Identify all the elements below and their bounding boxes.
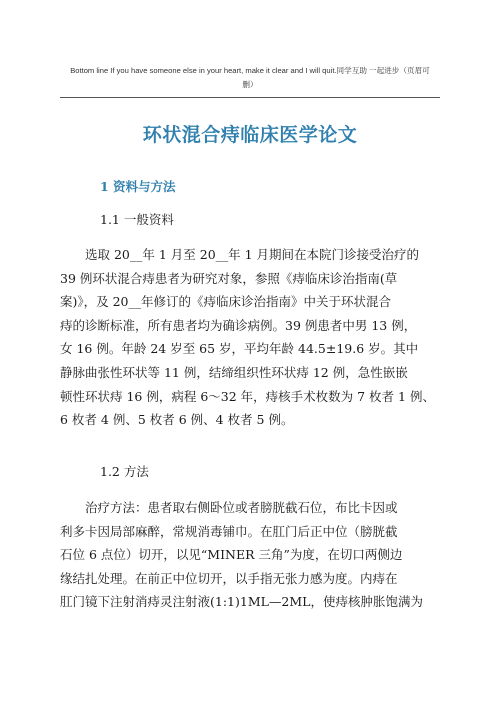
paragraph-line: 肛门镜下注射消痔灵注射液(1:1)1ML—2ML，使痔核肿胀饱满为: [60, 594, 423, 610]
paragraph-line: 女 16 例。年龄 24 岁至 65 岁，平均年龄 44.5±19.6 岁。其中: [60, 341, 419, 357]
paragraph-line: 治疗方法：患者取右侧卧位或者膀胱截石位，布比卡因或: [60, 500, 398, 515]
subsection-heading-methods: 1.2 方法: [100, 464, 149, 479]
page-header-note: [60, 64, 440, 92]
paragraph-line: 案)》，及 20__年修订的《痔临床诊治指南》中关于环状混合: [60, 294, 392, 310]
paragraph-line: 石位 6 点位）切开，以见“MINER 三角”为度，在切口两侧边: [60, 547, 403, 563]
paragraph-line: 39 例环状混合痔患者为研究对象，参照《痔临床诊治指南(草: [60, 270, 398, 286]
subsection-heading-general-data: 1.1 一般资料: [100, 212, 174, 227]
paragraph-line: 痔的诊断标准，所有患者均为确诊病例。39 例患者中男 13 例，: [60, 317, 417, 333]
header-note-line-2: 删）: [242, 80, 258, 89]
header-divider: [60, 97, 440, 98]
section-heading-materials-methods: 1 资料与方法: [100, 179, 176, 194]
paragraph-line: 选取 20__年 1 月至 20__年 1 月期间在本院门诊接受治疗的: [60, 247, 420, 262]
paragraph-line: 6 枚者 4 例、5 枚者 6 例、4 枚者 5 例。: [60, 412, 294, 428]
paragraph-line: 静脉曲张性环状等 11 例，结缔组织性环状痔 12 例，急性嵌嵌: [60, 364, 408, 380]
paragraph-general-data: [60, 243, 440, 432]
paragraph-methods: [60, 496, 440, 614]
header-note-line-1: Bottom line If you have someone else in your heart, make it clear and I will quit.同学互助 一起进步（页眉可: [70, 66, 430, 75]
paragraph-line: 顿性环状痔 16 例，病程 6～32 年，痔核手术枚数为 7 枚者 1 例、: [60, 388, 435, 404]
document-title: 环状混合痔临床医学论文: [142, 124, 358, 146]
paragraph-line: 缘结扎处理。在前正中位切开，以手指无张力感为度。内痔在: [60, 570, 398, 586]
paragraph-line: 利多卡因局部麻醉，常规消毒铺巾。在肛门后正中位（膀胱截: [60, 523, 398, 539]
